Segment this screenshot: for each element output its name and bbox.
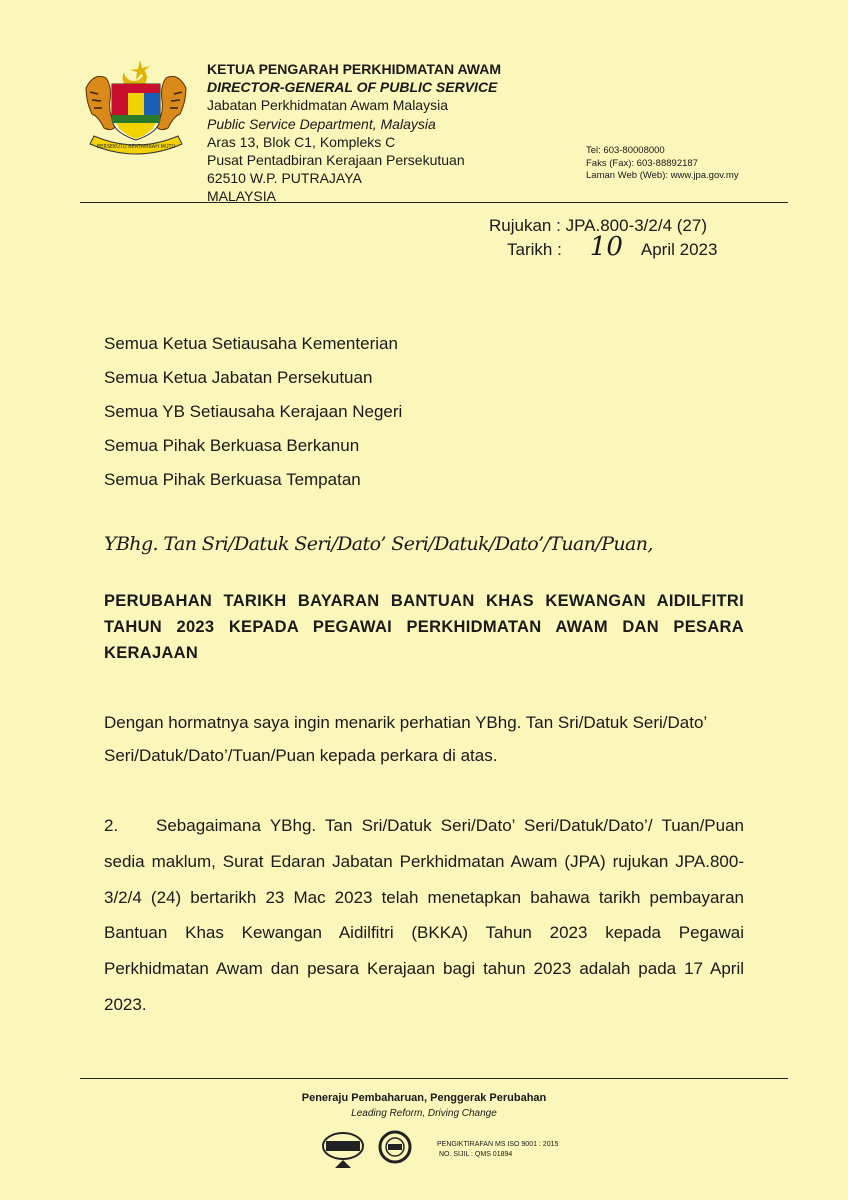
- date-month-year: April 2023: [640, 240, 718, 259]
- address-line: MALAYSIA: [207, 188, 276, 205]
- date-line: [489, 232, 718, 262]
- letterhead-title-en: DIRECTOR-GENERAL OF PUBLIC SERVICE: [207, 79, 498, 96]
- quality-system-logo-icon: [320, 1130, 366, 1170]
- salutation: YBhg. Tan Sri/Datuk Seri/Dato’ Seri/Datuk/Dato’/Tuan/Puan,: [104, 533, 653, 555]
- malaysia-coat-of-arms-icon: [80, 58, 192, 156]
- address-line: 62510 W.P. PUTRAJAYA: [207, 170, 362, 187]
- recipient-item: Semua YB Setiausaha Kerajaan Negeri: [104, 402, 403, 421]
- department-name-en: Public Service Department, Malaysia: [207, 115, 436, 132]
- recipient-item: Semua Pihak Berkuasa Tempatan: [104, 470, 361, 489]
- recipient-item: Semua Ketua Jabatan Persekutuan: [104, 368, 373, 387]
- address-line: Pusat Pentadbiran Kerajaan Persekutuan: [207, 152, 465, 169]
- iqnet-logo-icon: [378, 1130, 412, 1164]
- department-name: Jabatan Perkhidmatan Awam Malaysia: [207, 97, 448, 114]
- contact-web: Laman Web (Web): www.jpa.gov.my: [586, 170, 739, 181]
- recipient-item: Semua Pihak Berkuasa Berkanun: [104, 436, 360, 455]
- paragraph-2: [104, 808, 744, 1023]
- reference-block: [489, 214, 717, 261]
- header-divider: [80, 202, 788, 203]
- tarikh-label: Tarikh :: [507, 240, 562, 259]
- contact-phone: Tel: 603-80008000: [586, 145, 665, 156]
- contact-fax: Faks (Fax): 603-88892187: [586, 157, 698, 169]
- footer-motto-en: Leading Reform, Driving Change: [351, 1108, 497, 1119]
- certificate-number: NO. SIJIL : QMS 01894: [439, 1151, 513, 1158]
- rujukan-value: JPA.800-3/2/4 (27): [565, 216, 707, 235]
- address-line: Aras 13, Blok C1, Kompleks C: [207, 133, 396, 150]
- contact-info: [586, 145, 739, 183]
- paragraph-number: 2.: [104, 816, 119, 835]
- svg-text:BERSEKUTU BERTAMBAH MUTU: BERSEKUTU BERTAMBAH MUTU: [96, 144, 176, 150]
- letter-subject: PERUBAHAN TARIKH BAYARAN BANTUAN KHAS KEWANGAN AIDILFITRI TAHUN 2023 KEPADA PEGAWAI PERKHIDMATAN AWAM DAN PESARA KERAJAAN: [104, 592, 744, 662]
- recipient-list: [104, 327, 402, 497]
- recipient-item: Semua Ketua Setiausaha Kementerian: [104, 334, 398, 353]
- letterhead: [207, 60, 501, 206]
- footer-divider: [80, 1078, 788, 1079]
- paragraph-2-text: Sebagaimana YBhg. Tan Sri/Datuk Seri/Dato’ Seri/Datuk/Dato’/ Tuan/Puan sedia maklum, Surat Edaran Jabatan Perkhidmatan Awam (JPA) rujukan JPA.800-3/2/4 (24) bertarikh 23 Mac 2023 telah menetapkan bahawa tarikh pembayaran Bantuan Khas Kewangan Aidilfitri (BKKA) Tahun 2023 kepada Pegawai Perkhidmatan Awam dan pesara Kerajaan bagi tahun 2023 adalah pada 17 April 2023.: [104, 816, 744, 1014]
- rujukan-label: Rujukan :: [489, 216, 561, 235]
- paragraph-1: Dengan hormatnya saya ingin menarik perhatian YBhg. Tan Sri/Datuk Seri/Dato’ Seri/Datuk/Dato’/Tuan/Puan kepada perkara di atas.: [104, 713, 707, 765]
- letterhead-title: KETUA PENGARAH PERKHIDMATAN AWAM: [207, 61, 501, 77]
- footer-motto: Peneraju Pembaharuan, Penggerak Perubahan: [301, 1092, 547, 1104]
- date-day-handwritten: 10: [589, 232, 623, 262]
- certification-line: PENGIKTIRAFAN MS ISO 9001 : 2015: [437, 1141, 559, 1148]
- certification-text: [437, 1140, 558, 1160]
